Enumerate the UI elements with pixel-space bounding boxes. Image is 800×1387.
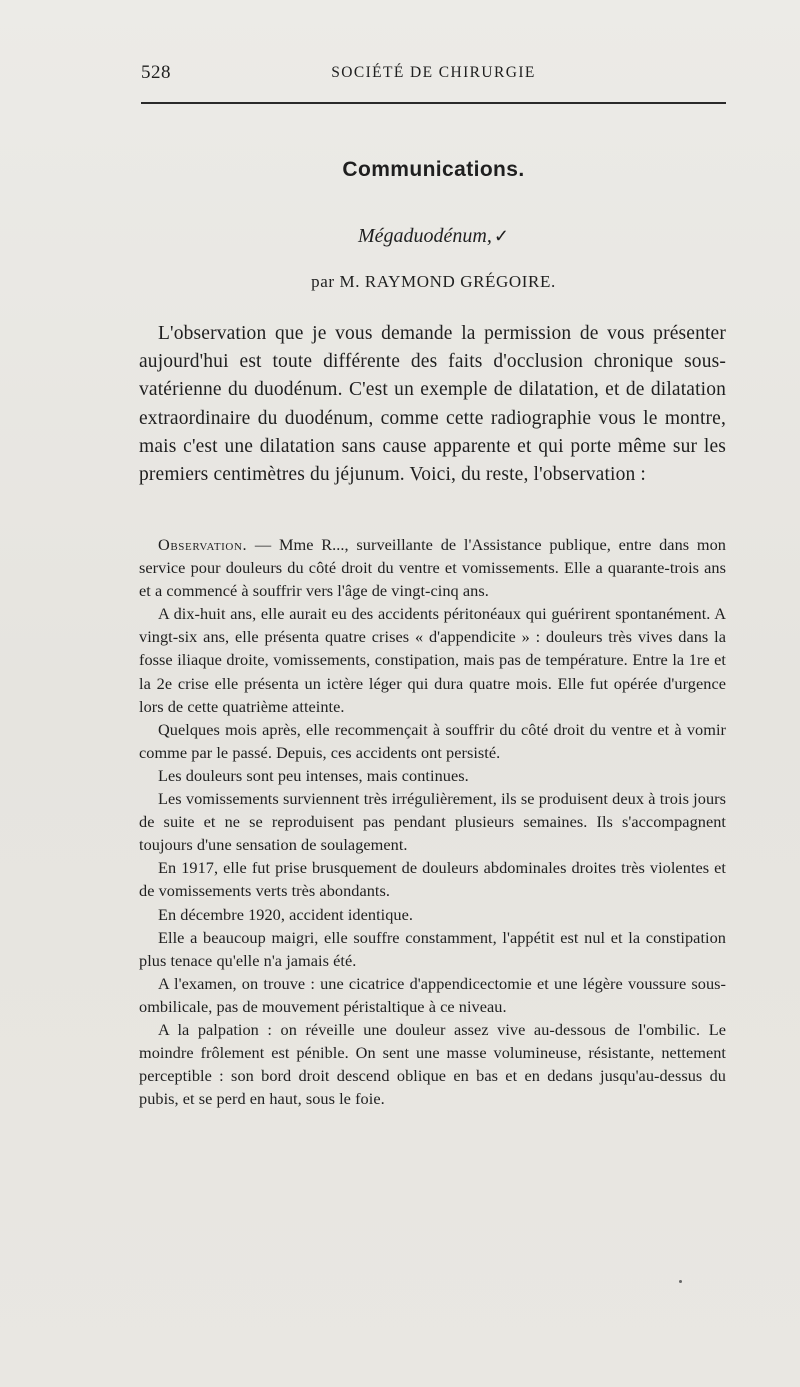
page-number: 528 [141,62,171,83]
observation-paragraph: A l'examen, on trouve : une cicatrice d'appendicectomie et une légère voussure sous-ombilicale, pas de mouvement péristaltique à ce niveau. [139,973,726,1016]
observation-block [139,533,726,1110]
running-head [141,62,726,88]
observation-paragraph: Les vomissements surviennent très irrégulièrement, ils se produisent deux à trois jours de suite et ne se reproduisent pas pendant plusieurs semaines. Ils s'accompagnent toujours d'une sensation de soulagement. [139,789,726,855]
observation-paragraph: En décembre 1920, accident identique. [158,904,414,924]
observation-paragraph: A dix-huit ans, elle aurait eu des accidents péritonéaux qui guérirent spontanément. A vingt-six ans, elle présenta quatre crises « d'appendicite » : douleurs très vives dans la fosse iliaque droite, vomissements, constipation, mais pas de température. Entre la 1re et la 2e crise elle présenta un ictère léger qui dura quatre mois. Elle fut opérée d'urgence lors de cette quatrième atteinte. [139,604,726,716]
check-mark-icon: ✓ [493,226,509,246]
journal-title: SOCIÉTÉ DE CHIRURGIE [331,64,536,81]
observation-paragraph: En 1917, elle fut prise brusquement de douleurs abdominales droites très violentes et de vomissements verts très abondants. [139,858,726,901]
header-rule [141,102,726,104]
observation-paragraph: Les douleurs sont peu intenses, mais continues. [158,765,469,785]
article-title-line [141,225,726,248]
observation-label: Observation. [158,535,248,554]
observation-lead-text: — Mme R..., surveillante de l'Assistance publique, entre dans mon service pour douleurs du côté droit du ventre et vomissements. Elle a quarante-trois ans et a commencé à souffrir vers l'âge de vingt-cinq ans. [139,535,726,601]
author-line: par M. RAYMOND GRÉGOIRE. [311,272,556,291]
observation-paragraph: Quelques mois après, elle recommençait à souffrir du côté droit du ventre et à vomir comme par le passé. Depuis, ces accidents ont persisté. [139,719,726,762]
observation-paragraph: Elle a beaucoup maigri, elle souffre constamment, l'appétit est nul et la constipation plus tenace qu'elle n'a jamais été. [139,927,726,970]
observation-paragraph: A la palpation : on réveille une douleur assez vive au-dessous de l'ombilic. Le moindre frôlement est pénible. On sent une masse volumineuse, résistante, nettement perceptible : son bord droit descend oblique en bas et en dedans jusqu'au-dessus du pubis, et se perd en haut, sous le foie. [139,1019,726,1109]
article-title: Mégaduodénum, [358,225,492,247]
section-heading: Communications. [342,158,525,181]
ink-speck [679,1280,682,1283]
intro-paragraph: L'observation que je vous demande la permission de vous présenter aujourd'hui est toute différente des faits d'occlusion chronique sous-vatérienne du duodénum. C'est un exemple de dilatation, et de dilatation extraordinaire du duodénum, comme cette radiographie vous le montre, mais c'est une dilatation sans cause apparente et qui porte même sur les premiers centimètres du jéjunum. Voici, du reste, l'observation : [139,323,726,486]
observation-paragraph [139,533,726,602]
